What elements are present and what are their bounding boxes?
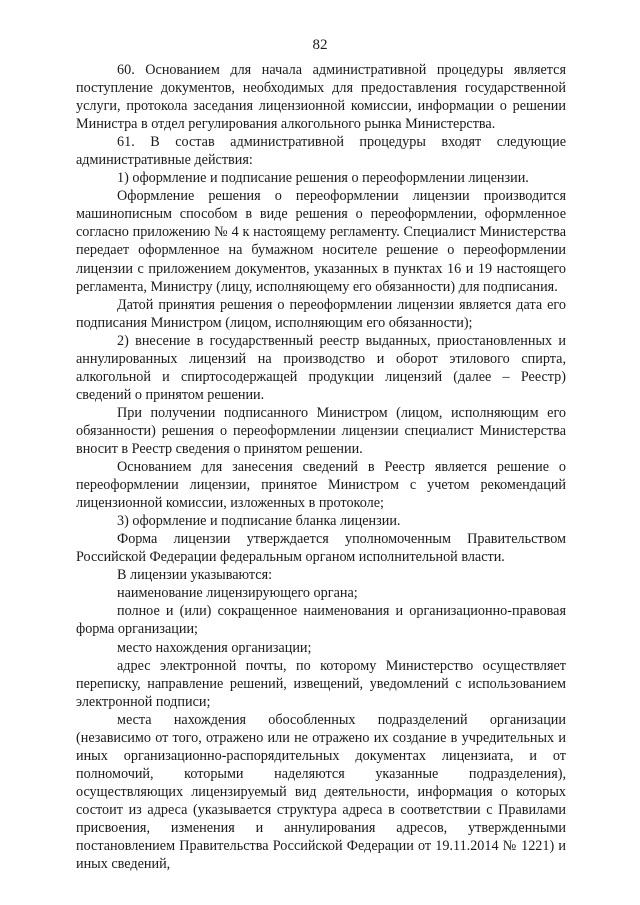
paragraph: адрес электронной почты, по которому Министерство осуществляет переписку, направление решений, извещений, уведомлений с использованием электронной подписи; [76,657,566,710]
list-item-3: 3) оформление и подписание бланка лицензии. [117,513,401,530]
page-number: 82 [312,37,328,53]
paragraph: наименование лицензирующего органа; [117,585,358,602]
paragraph: В лицензии указываются: [117,567,273,584]
paragraph-61: 61. В состав административной процедуры входят следующие административные действия: [76,134,566,169]
paragraph: место нахождения организации; [117,639,312,656]
paragraph: Основанием для занесения сведений в Реестр является решение о переоформлении лицензии, принятое Министром с учетом рекомендаций лицензионной комиссии, изложенных в протоколе; [76,459,566,512]
paragraph: Форма лицензии утверждается уполномоченным Правительством Российской Федерации федеральным органом исполнительной власти. [76,531,566,566]
paragraph: Оформление решения о переоформлении лицензии производится машинописным способом в виде решения о переоформлении, оформленное согласно приложению № 4 к настоящему регламенту. Специалист Министерства передает оформленное на бумажном носителе решение о переоформлении лицензии с приложением документов, указанных в пунктах 16 и 19 настоящего регламента, Министру (лицу, исполняющему его обязанности) для подписания. [76,188,566,295]
paragraph: При получении подписанного Министром (лицом, исполняющим его обязанности) решения о переоформлении лицензии специалист Министерства вносит в Реестр сведения о принятом решении. [76,404,566,457]
document-body [76,61,566,873]
paragraph-60: 60. Основанием для начала административной процедуры является поступление документов, необходимых для предоставления государственной услуги, протокола заседания лицензионной комиссии, информации о решении Министра в отдел регулирования алкогольного рынка Министерства. [76,62,566,133]
paragraph: полное и (или) сокращенное наименования и организационно-правовая форма организации; [76,603,566,638]
paragraph: места нахождения обособленных подразделений организации (независимо от того, отражено или не отражено их создание в учредительных и иных организационно-распорядительных документах лицензиата, и от полномочий, которыми наделяются указанные подразделения), осуществляющих лицензируемый вид деятельности, информация о которых состоит из адреса (указывается структура адреса в соответствии с Правилами присвоения, изменения и аннулирования адресов, утвержденными постановлением Правительства Российской Федерации от 19.11.2014 № 1221) и иных сведений, [76,711,566,873]
paragraph: Датой принятия решения о переоформлении лицензии является дата его подписания Министром (лицом, исполняющим его обязанности); [76,296,566,331]
list-item-1: 1) оформление и подписание решения о переоформлении лицензии. [117,170,529,187]
list-item-2: 2) внесение в государственный реестр выданных, приостановленных и аннулированных лицензий на производство и оборот этилового спирта, алкогольной и спиртосодержащей продукции лицензий (далее – Реестр) сведений о принятом решении. [76,332,566,403]
